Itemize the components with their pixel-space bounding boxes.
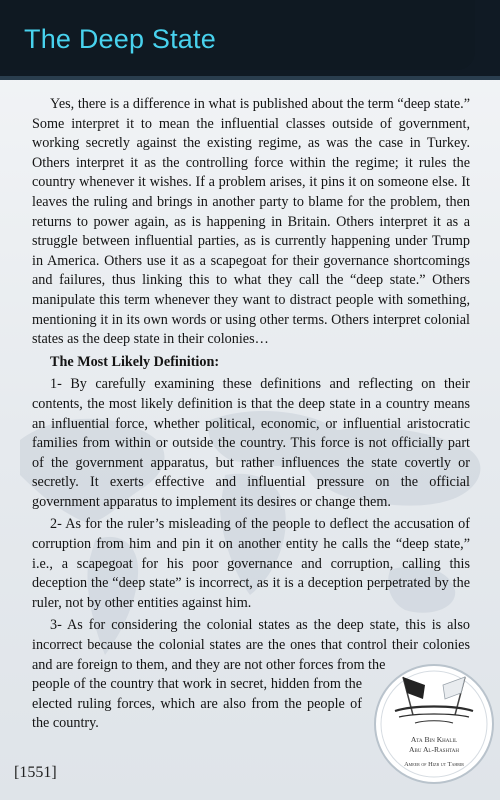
paragraph-point-3-continued: people of the country that work in secret, hidden from the elected ruling forces, which are also from the people of the country. [32, 676, 362, 732]
section-heading: The Most Likely Definition: [50, 353, 220, 370]
header-bar [0, 0, 500, 80]
page-number: [1551] [14, 764, 57, 781]
paragraph-intro: Yes, there is a difference in what is published about the term “deep state.” Some interpret it to mean the influential classes outside of government, working secretly against the existing regime, as was the case in Turkey. Others interpret it as the controlling force within the regime; it rules the country whenever it wishes. If a problem arises, it pins it on someone else. It leaves the ruling and brings in another party to blame for the problem, then returns to power again, as is happening in Britain. Others interpret it as a struggle between influential parties, as is currently happening under Trump in America. Others use it as a scapegoat for their governance shortcomings and failures, thus linking this to what they call the “deep state.” Others manipulate this term whenever they want to distract people with something, mentioning it in its own words or using other terms. Others interpret colonial states as the deep state in their colonies… [32, 96, 470, 348]
paragraph-point-3: 3- As for considering the colonial states as the deep state, this is also incorrect because the colonial states are the ones that control their colonies and are foreign to them, and they are not other forces from the [32, 617, 470, 673]
paragraph-point-2: 2- As for the ruler’s misleading of the people to deflect the accusation of corruption from him and pin it on another entity he calls the “deep state,” i.e., a scapegoat for his poor governance and corruption, calling this deception the “deep state” is incorrect, as it is a deception perpetrated by the ruler, not by other entities against him. [32, 516, 470, 611]
seal-name-line-3: Ameer of Hizb ut Tahrir [404, 761, 464, 768]
page-title: The Deep State [24, 24, 216, 54]
header-rule [0, 76, 500, 80]
seal-name-line-1: Ata Bin Khalil [410, 735, 458, 744]
paragraph-point-1: 1- By carefully examining these definitions and reflecting on their contents, the most likely definition is that the deep state in a country means an influential force, whether political, economic, or influential aristocratic families from within or outside the country. This force is not officially part of the government apparatus, but rather influences the state covertly or secretly. It exerts effective and influential pressure on the official government apparatus to implement its desires or change them. [32, 376, 470, 510]
seal-name-line-2: Abu Al-Rashtah [409, 745, 459, 754]
article-body [32, 95, 470, 737]
